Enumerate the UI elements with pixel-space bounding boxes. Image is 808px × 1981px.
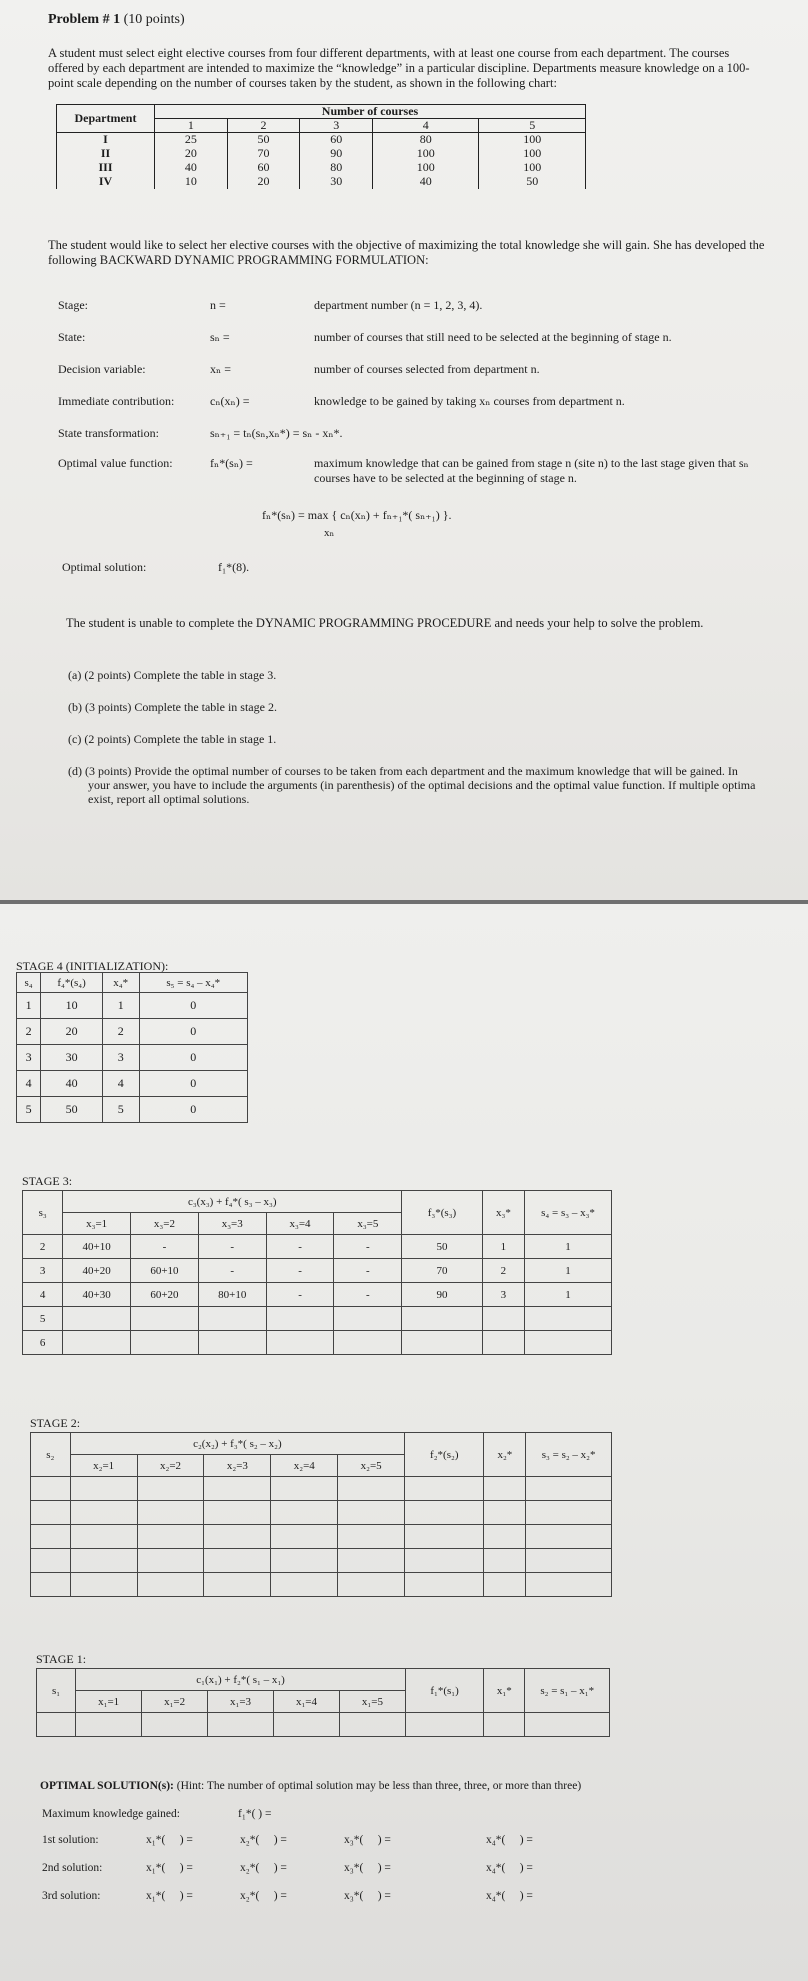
- stage3-value-cell: [63, 1307, 131, 1331]
- stage4-cell: 0: [139, 1019, 247, 1045]
- stage3-value-cell: -: [334, 1235, 402, 1259]
- optimal-hint: (Hint: The number of optimal solution may be less than three, three, or more than three): [176, 1780, 582, 1792]
- formulation-label: Stage:: [58, 298, 88, 312]
- question-part: (d) (3 points) Provide the optimal number of courses to be taken from each department and the maximum knowledge that will be gained. In your answer, you have to include the arguments (in parenthesis) of the optimal decisions and the optimal value function. If multiple optima exist, report all optimal solutions.: [68, 764, 756, 806]
- stage2-header-row: [31, 1433, 612, 1455]
- stage3-f-cell: [402, 1307, 483, 1331]
- stage3-value-cell: [198, 1331, 266, 1355]
- stage2-next-cell: [526, 1477, 612, 1501]
- stage2-state-cell: [31, 1477, 71, 1501]
- solution-x4: x₄*( ) =: [486, 1890, 533, 1902]
- stage3-xstar-cell: 2: [482, 1259, 524, 1283]
- stage4-cell: 20: [41, 1019, 103, 1045]
- dept-cell: II: [57, 147, 155, 161]
- stage4-cell: 0: [139, 993, 247, 1019]
- stage3-next-cell: 1: [525, 1235, 612, 1259]
- stage1-f-header: f₁*(s₁): [405, 1669, 483, 1713]
- solution-x1: x₁*( ) =: [146, 1862, 193, 1874]
- stage3-next-cell: 1: [525, 1259, 612, 1283]
- stage1-row: [37, 1713, 610, 1737]
- course-count-header: 3: [300, 119, 373, 133]
- stage4-cell: 1: [102, 993, 139, 1019]
- stage3-row: [23, 1259, 612, 1283]
- stage2-f-cell: [405, 1549, 484, 1573]
- stage2-state-cell: [31, 1573, 71, 1597]
- stage1-xstar-header: x₁*: [484, 1669, 525, 1713]
- formulation-label: Immediate contribution:: [58, 394, 175, 408]
- stage4-cell: 50: [41, 1097, 103, 1123]
- stage2-f-cell: [405, 1573, 484, 1597]
- stage2-x-header: x₂=3: [204, 1455, 271, 1477]
- stage3-xstar-cell: 1: [482, 1235, 524, 1259]
- stage3-value-cell: -: [266, 1235, 334, 1259]
- question-part: (c) (2 points) Complete the table in stage 1.: [68, 732, 277, 746]
- stage2-group-header: c₂(x₂) + f₃*( s₂ – x₂): [70, 1433, 404, 1455]
- stage3-next-cell: [525, 1331, 612, 1355]
- stage4-header: s₅ = s₄ – x₄*: [139, 973, 247, 993]
- dept-header: Department: [57, 105, 155, 133]
- formulation-label: State transformation:: [58, 426, 159, 440]
- stage3-value-cell: [266, 1331, 334, 1355]
- knowledge-cell: 60: [300, 133, 373, 147]
- knowledge-cell: 80: [300, 161, 373, 175]
- knowledge-cell: 40: [373, 175, 479, 189]
- stage2-value-cell: [338, 1525, 405, 1549]
- stage2-x-header: x₂=1: [70, 1455, 137, 1477]
- stage2-value-cell: [137, 1477, 204, 1501]
- formulation-symbol: xₙ =: [210, 362, 231, 376]
- stage3-x-header: x₃=5: [334, 1213, 402, 1235]
- solution-x4: x₄*( ) =: [486, 1862, 533, 1874]
- stage3-value-cell: 40+20: [63, 1259, 131, 1283]
- formulation-desc: knowledge to be gained by taking xₙ courses from department n.: [314, 394, 625, 408]
- knowledge-cell: 20: [155, 147, 228, 161]
- stage2-x-header: x₂=4: [271, 1455, 338, 1477]
- stage4-cell: 2: [17, 1019, 41, 1045]
- knowledge-cell: 80: [373, 133, 479, 147]
- formulation-desc: number of courses selected from department n.: [314, 362, 540, 376]
- stage2-value-cell: [70, 1477, 137, 1501]
- stage3-state-cell: 6: [23, 1331, 63, 1355]
- optimal-solution-value: f₁*(8).: [218, 560, 250, 574]
- stage2-value-cell: [271, 1525, 338, 1549]
- formulation-symbol: n =: [210, 298, 226, 312]
- stage1-title: STAGE 1:: [36, 1652, 87, 1666]
- stage3-xstar-cell: [482, 1331, 524, 1355]
- stage2-value-cell: [271, 1477, 338, 1501]
- stage4-cell: 1: [17, 993, 41, 1019]
- stage2-value-cell: [204, 1549, 271, 1573]
- knowledge-table: [56, 104, 586, 189]
- stage3-row: [23, 1283, 612, 1307]
- formulation-label: State:: [58, 330, 86, 344]
- stage4-cell: 10: [41, 993, 103, 1019]
- knowledge-cell: 100: [373, 147, 479, 161]
- unable-text: The student is unable to complete the DYNAMIC PROGRAMMING PROCEDURE and needs your help to solve the problem.: [66, 616, 704, 630]
- solution-label: 2nd solution:: [42, 1862, 103, 1874]
- stage4-cell: 2: [102, 1019, 139, 1045]
- stage3-xstar-cell: 3: [482, 1283, 524, 1307]
- stage3-value-cell: -: [198, 1259, 266, 1283]
- stage2-value-cell: [70, 1525, 137, 1549]
- stage3-state-cell: 3: [23, 1259, 63, 1283]
- stage2-value-cell: [137, 1501, 204, 1525]
- stage1-value-cell: [339, 1713, 405, 1737]
- stage2-row: [31, 1501, 612, 1525]
- stage3-state-header: s₃: [23, 1191, 63, 1235]
- knowledge-row: [57, 147, 586, 161]
- formulation-desc: number of courses that still need to be selected at the beginning of stage n.: [314, 330, 672, 344]
- stage2-f-cell: [405, 1501, 484, 1525]
- stage1-xstar-cell: [484, 1713, 525, 1737]
- stage4-row: [17, 1045, 248, 1071]
- dept-cell: III: [57, 161, 155, 175]
- stage2-value-cell: [338, 1501, 405, 1525]
- stage2-next-cell: [526, 1501, 612, 1525]
- stage1-group-header: c₁(x₁) + f₂*( s₁ – x₁): [76, 1669, 406, 1691]
- stage1-x-header: x₁=1: [76, 1691, 142, 1713]
- knowledge-cell: 100: [479, 147, 586, 161]
- course-count-header: 1: [155, 119, 228, 133]
- stage2-value-cell: [137, 1573, 204, 1597]
- stage3-table: [22, 1190, 612, 1355]
- stage3-title: STAGE 3:: [22, 1174, 73, 1188]
- stage3-next-cell: [525, 1307, 612, 1331]
- stage3-row: [23, 1235, 612, 1259]
- knowledge-row: [57, 133, 586, 147]
- knowledge-row: [57, 161, 586, 175]
- stage4-cell: 0: [139, 1045, 247, 1071]
- stage2-next-header: s₃ = s₂ – x₂*: [526, 1433, 612, 1477]
- stage4-row: [17, 1097, 248, 1123]
- knowledge-cell: 70: [227, 147, 300, 161]
- stage1-value-cell: [76, 1713, 142, 1737]
- stage3-xstar-cell: [482, 1307, 524, 1331]
- stage1-x-header: x₁=5: [339, 1691, 405, 1713]
- stage2-value-cell: [204, 1573, 271, 1597]
- formulation-intro: The student would like to select her elective courses with the objective of maximizing the total knowledge she will gain. She has developed the following BACKWARD DYNAMIC PROGRAMMING FORMULATION:: [48, 238, 765, 267]
- stage3-x-header: x₃=4: [266, 1213, 334, 1235]
- stage1-state-cell: [37, 1713, 76, 1737]
- stage3-value-cell: [266, 1307, 334, 1331]
- stage3-f-cell: 50: [402, 1235, 483, 1259]
- stage3-value-cell: 80+10: [198, 1283, 266, 1307]
- stage3-f-cell: 90: [402, 1283, 483, 1307]
- stage3-xstar-header: x₃*: [482, 1191, 524, 1235]
- problem-points: (10 points): [123, 12, 185, 27]
- knowledge-cell: 50: [227, 133, 300, 147]
- course-count-header: 4: [373, 119, 479, 133]
- stage3-f-cell: 70: [402, 1259, 483, 1283]
- stage2-value-cell: [70, 1501, 137, 1525]
- stage4-cell: 0: [139, 1097, 247, 1123]
- stage4-row: [17, 993, 248, 1019]
- stage2-xstar-cell: [484, 1477, 526, 1501]
- formulation-symbol: fₙ*(sₙ) =: [210, 456, 253, 470]
- knowledge-cell: 10: [155, 175, 228, 189]
- courses-header: Number of courses: [155, 105, 586, 119]
- stage4-row: [17, 1071, 248, 1097]
- knowledge-cell: 100: [479, 161, 586, 175]
- recursion-formula: fₙ*(sₙ) = max { cₙ(xₙ) + fₙ₊₁*( sₙ₊₁) }.: [262, 508, 452, 522]
- solution-x2: x₂*( ) =: [240, 1834, 287, 1846]
- stage2-value-cell: [204, 1525, 271, 1549]
- stage2-f-cell: [405, 1525, 484, 1549]
- question-part: (b) (3 points) Complete the table in stage 2.: [68, 700, 277, 714]
- stage2-value-cell: [338, 1549, 405, 1573]
- stage2-f-cell: [405, 1477, 484, 1501]
- knowledge-cell: 50: [479, 175, 586, 189]
- formulation-label: Decision variable:: [58, 362, 146, 376]
- stage2-xstar-cell: [484, 1549, 526, 1573]
- problem-intro: A student must select eight elective courses from four different departments, with at least one course from each department. The courses offered by each department are intended to maximize the “knowledge” in a particular discipline. Departments measure knowledge on a 100-point scale depending on the number of courses taken by the student, as shown in the following chart:: [48, 46, 750, 90]
- stage3-value-cell: 40+30: [63, 1283, 131, 1307]
- formulation-desc: maximum knowledge that can be gained from stage n (site n) to the last stage given that sₙ courses have to be selected at the beginning of stage n.: [314, 456, 749, 485]
- optimal-solution-label: Optimal solution:: [62, 560, 147, 574]
- stage2-value-cell: [271, 1549, 338, 1573]
- stage3-value-cell: 40+10: [63, 1235, 131, 1259]
- stage3-x-header: x₃=3: [198, 1213, 266, 1235]
- stage3-f-cell: [402, 1331, 483, 1355]
- stage2-f-header: f₂*(s₂): [405, 1433, 484, 1477]
- stage2-value-cell: [137, 1525, 204, 1549]
- stage2-value-cell: [271, 1501, 338, 1525]
- stage4-cell: 3: [17, 1045, 41, 1071]
- solution-x3: x₃*( ) =: [344, 1862, 391, 1874]
- stage2-state-header: s₂: [31, 1433, 71, 1477]
- stage2-value-cell: [70, 1573, 137, 1597]
- stage2-state-cell: [31, 1501, 71, 1525]
- stage2-table: [30, 1432, 612, 1597]
- knowledge-cell: 20: [227, 175, 300, 189]
- stage4-row: [17, 1019, 248, 1045]
- stage2-title: STAGE 2:: [30, 1416, 81, 1430]
- stage4-cell: 5: [102, 1097, 139, 1123]
- stage2-row: [31, 1477, 612, 1501]
- solution-x1: x₁*( ) =: [146, 1890, 193, 1902]
- stage2-state-cell: [31, 1549, 71, 1573]
- problem-title: Problem # 1: [48, 12, 121, 27]
- stage4-table: [16, 972, 248, 1123]
- stage3-state-cell: 2: [23, 1235, 63, 1259]
- stage1-table: [36, 1668, 610, 1737]
- stage3-f-header: f₃*(s₃): [402, 1191, 483, 1235]
- stage2-value-cell: [70, 1549, 137, 1573]
- solution-x3: x₃*( ) =: [344, 1890, 391, 1902]
- stage2-state-cell: [31, 1525, 71, 1549]
- course-count-header: 2: [227, 119, 300, 133]
- stage3-value-cell: 60+20: [131, 1283, 199, 1307]
- stage3-group-header: c₃(x₃) + f₄*( s₃ – x₃): [63, 1191, 402, 1213]
- stage2-value-cell: [137, 1549, 204, 1573]
- worksheet-page: [0, 904, 808, 1981]
- stage2-value-cell: [338, 1477, 405, 1501]
- stage2-next-cell: [526, 1549, 612, 1573]
- stage1-next-header: s₂ = s₁ – x₁*: [525, 1669, 610, 1713]
- knowledge-cell: 90: [300, 147, 373, 161]
- stage3-state-cell: 5: [23, 1307, 63, 1331]
- question-part: (a) (2 points) Complete the table in stage 3.: [68, 668, 277, 682]
- stage1-value-cell: [208, 1713, 274, 1737]
- stage3-value-cell: -: [266, 1259, 334, 1283]
- stage2-x-header: x₂=2: [137, 1455, 204, 1477]
- stage4-header: f₄*(s₄): [41, 973, 103, 993]
- stage1-next-cell: [525, 1713, 610, 1737]
- stage3-row: [23, 1307, 612, 1331]
- knowledge-cell: 100: [479, 133, 586, 147]
- stage3-value-cell: -: [334, 1283, 402, 1307]
- stage3-state-cell: 4: [23, 1283, 63, 1307]
- stage4-header: x₄*: [102, 973, 139, 993]
- stage1-x-header: x₁=3: [208, 1691, 274, 1713]
- stage2-xstar-cell: [484, 1501, 526, 1525]
- solution-x2: x₂*( ) =: [240, 1890, 287, 1902]
- knowledge-cell: 100: [373, 161, 479, 175]
- stage3-value-cell: -: [266, 1283, 334, 1307]
- stage2-value-cell: [338, 1573, 405, 1597]
- stage1-state-header: s₁: [37, 1669, 76, 1713]
- stage2-next-cell: [526, 1573, 612, 1597]
- stage3-value-cell: [334, 1307, 402, 1331]
- stage2-value-cell: [271, 1573, 338, 1597]
- stage3-value-cell: 60+10: [131, 1259, 199, 1283]
- formulation-symbol: sₙ =: [210, 330, 230, 344]
- stage3-next-header: s₄ = s₃ – x₃*: [525, 1191, 612, 1235]
- knowledge-cell: 60: [227, 161, 300, 175]
- stage2-row: [31, 1573, 612, 1597]
- stage3-value-cell: [131, 1331, 199, 1355]
- problem-page: [0, 0, 808, 900]
- stage3-x-header: x₃=2: [131, 1213, 199, 1235]
- stage3-header-row: [23, 1191, 612, 1213]
- stage3-x-header: x₃=1: [63, 1213, 131, 1235]
- knowledge-cell: 30: [300, 175, 373, 189]
- solution-x1: x₁*( ) =: [146, 1834, 193, 1846]
- stage1-header-row: [37, 1669, 610, 1691]
- stage3-next-cell: 1: [525, 1283, 612, 1307]
- formulation-symbol: sₙ₊₁ = tₙ(sₙ,xₙ*) = sₙ - xₙ*.: [210, 426, 343, 440]
- formulation-symbol: cₙ(xₙ) =: [210, 394, 250, 408]
- stage2-value-cell: [204, 1477, 271, 1501]
- stage4-title: STAGE 4 (INITIALIZATION):: [16, 959, 169, 973]
- stage4-cell: 4: [102, 1071, 139, 1097]
- stage3-value-cell: -: [131, 1235, 199, 1259]
- max-knowledge-label: Maximum knowledge gained:: [42, 1808, 180, 1820]
- stage3-value-cell: [334, 1331, 402, 1355]
- stage2-next-cell: [526, 1525, 612, 1549]
- formulation-label: Optimal value function:: [58, 456, 173, 470]
- optimal-heading: [40, 1780, 581, 1792]
- solution-x3: x₃*( ) =: [344, 1834, 391, 1846]
- optimal-title: OPTIMAL SOLUTION(s):: [40, 1780, 174, 1792]
- stage4-cell: 0: [139, 1071, 247, 1097]
- recursion-subscript: xₙ: [324, 527, 335, 539]
- stage2-xstar-cell: [484, 1573, 526, 1597]
- course-count-header: 5: [479, 119, 586, 133]
- stage4-header: s₄: [17, 973, 41, 993]
- stage2-x-header: x₂=5: [338, 1455, 405, 1477]
- stage1-f-cell: [405, 1713, 483, 1737]
- knowledge-row: [57, 175, 586, 189]
- stage2-xstar-cell: [484, 1525, 526, 1549]
- stage2-row: [31, 1549, 612, 1573]
- stage4-cell: 30: [41, 1045, 103, 1071]
- knowledge-cell: 25: [155, 133, 228, 147]
- dept-cell: IV: [57, 175, 155, 189]
- solution-label: 1st solution:: [42, 1834, 99, 1846]
- solution-x2: x₂*( ) =: [240, 1862, 287, 1874]
- stage3-row: [23, 1331, 612, 1355]
- dept-cell: I: [57, 133, 155, 147]
- max-knowledge-value: f₁*( ) =: [238, 1808, 272, 1820]
- stage3-value-cell: [198, 1307, 266, 1331]
- stage2-xstar-header: x₂*: [484, 1433, 526, 1477]
- knowledge-cell: 40: [155, 161, 228, 175]
- formulation-desc: department number (n = 1, 2, 3, 4).: [314, 298, 483, 312]
- stage3-value-cell: [131, 1307, 199, 1331]
- solution-x4: x₄*( ) =: [486, 1834, 533, 1846]
- solution-label: 3rd solution:: [42, 1890, 101, 1902]
- stage3-value-cell: -: [198, 1235, 266, 1259]
- problem-heading: [48, 12, 185, 28]
- stage2-row: [31, 1525, 612, 1549]
- stage1-x-header: x₁=2: [142, 1691, 208, 1713]
- stage4-cell: 3: [102, 1045, 139, 1071]
- stage3-value-cell: -: [334, 1259, 402, 1283]
- stage1-value-cell: [274, 1713, 340, 1737]
- stage4-cell: 40: [41, 1071, 103, 1097]
- stage2-value-cell: [204, 1501, 271, 1525]
- stage1-x-header: x₁=4: [274, 1691, 340, 1713]
- stage1-value-cell: [142, 1713, 208, 1737]
- stage4-cell: 5: [17, 1097, 41, 1123]
- stage4-cell: 4: [17, 1071, 41, 1097]
- stage3-value-cell: [63, 1331, 131, 1355]
